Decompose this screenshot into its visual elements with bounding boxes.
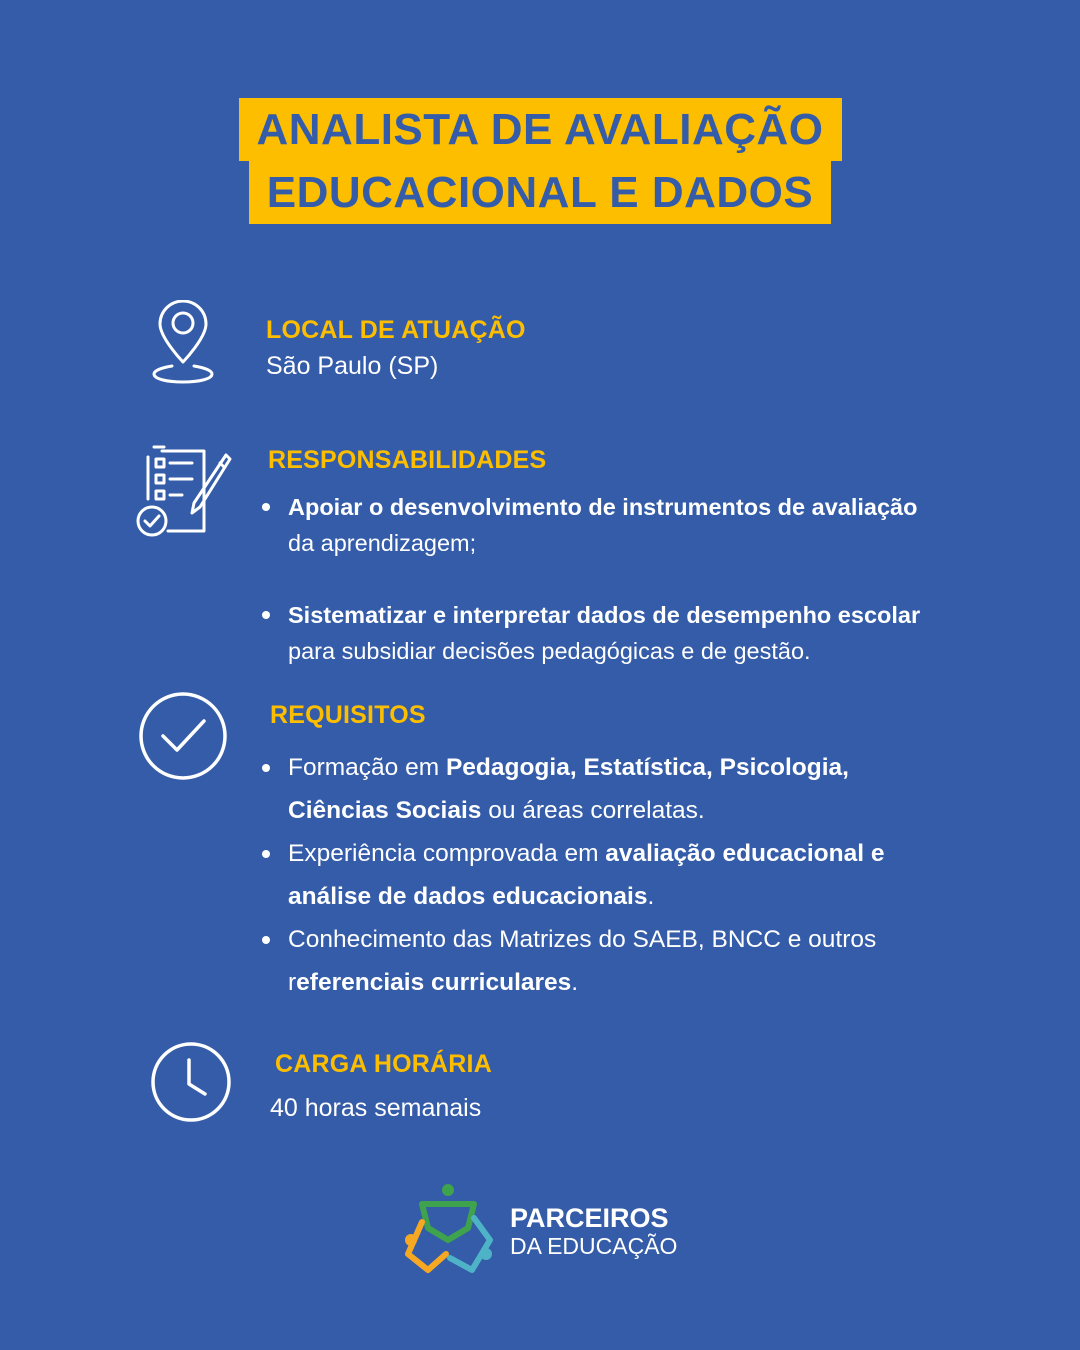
responsibility-1-rest: da aprendizagem; (288, 530, 477, 556)
requirement-3-prefix: r (288, 969, 297, 996)
requirement-1-bold-2: Ciências Sociais (288, 797, 482, 824)
responsibility-2-bold: Sistematizar e interpretar dados de desempenho escolar (288, 602, 921, 628)
requirements-list (262, 746, 884, 1004)
requirement-2-bold-2: análise de dados educacionais (288, 883, 648, 910)
requirement-3-text-2: . (571, 969, 579, 996)
list-item (262, 918, 884, 1004)
requirement-2-text-2: . (647, 883, 655, 910)
list-item (262, 489, 920, 561)
requirement-3-text: Conhecimento das Matrizes do SAEB, BNCC e outros (288, 926, 877, 953)
responsibilities-heading: RESPONSABILIDADES (268, 446, 547, 474)
brand-line-2: DA EDUCAÇÃO (510, 1233, 678, 1259)
requirement-1-bold: Pedagogia, Estatística, Psicologia, (445, 754, 849, 781)
list-item (262, 597, 920, 669)
checklist-pencil-icon (134, 443, 234, 539)
check-circle-icon (138, 691, 228, 781)
list-item (262, 746, 884, 832)
job-title-line-2: EDUCACIONAL E DADOS (249, 161, 832, 224)
job-title (0, 98, 1080, 224)
parceiros-logo-icon (402, 1182, 496, 1281)
clock-icon (149, 1040, 233, 1124)
requirement-3-bold: eferenciais curriculares (296, 969, 572, 996)
location-heading: LOCAL DE ATUAÇÃO (266, 316, 526, 344)
brand-name (510, 1203, 677, 1259)
requirement-1-text-2: ou áreas correlatas. (481, 797, 705, 824)
job-title-line-1: ANALISTA DE AVALIAÇÃO (239, 98, 842, 161)
list-item (262, 832, 884, 918)
workload-value: 40 horas semanais (270, 1094, 482, 1122)
brand-line-1: PARCEIROS (510, 1203, 669, 1233)
requirement-2-bold: avaliação educacional e (605, 840, 885, 867)
location-value: São Paulo (SP) (266, 352, 439, 380)
requirement-1-text: Formação em (288, 754, 446, 781)
requirement-2-text: Experiência comprovada em (288, 840, 606, 867)
responsibility-2-rest: para subsidiar decisões pedagógicas e de gestão. (288, 638, 811, 664)
requirements-heading: REQUISITOS (270, 701, 426, 729)
workload-heading: CARGA HORÁRIA (275, 1050, 492, 1078)
responsibility-1-bold: Apoiar o desenvolvimento de instrumentos de avaliação (288, 494, 918, 520)
responsibilities-list (262, 489, 920, 669)
map-pin-icon (150, 300, 216, 384)
